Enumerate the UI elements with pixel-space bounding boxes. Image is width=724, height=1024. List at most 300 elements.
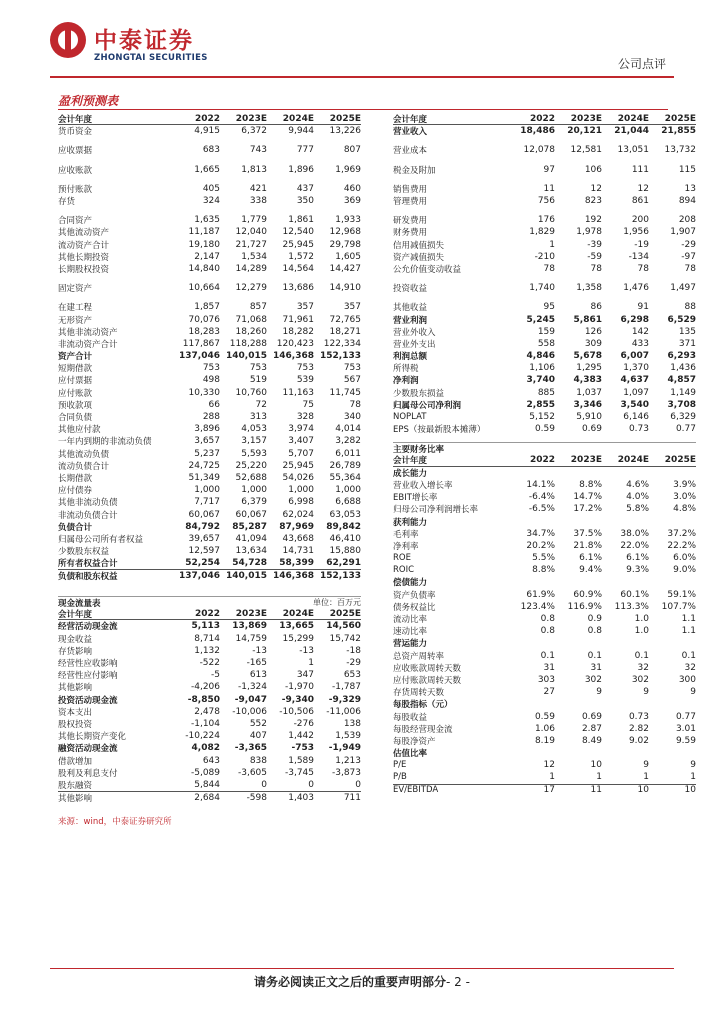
cell-value: 14,289 xyxy=(235,263,267,274)
cell-value: 3,282 xyxy=(335,436,361,447)
cell-value: 123.4% xyxy=(520,601,555,612)
row-label: 短期借款 xyxy=(58,364,93,375)
column-header-year: 2025E xyxy=(664,113,696,124)
cell-value: 405 xyxy=(202,183,220,194)
cell-value: 4.8% xyxy=(673,504,696,515)
cell-value: 126 xyxy=(584,326,602,337)
cell-value: -97 xyxy=(681,251,696,262)
page-number: - 2 - xyxy=(446,975,470,989)
section-title-text: 盈利预测表 xyxy=(58,94,119,108)
cell-value: 1,000 xyxy=(194,485,220,496)
cell-value: 303 xyxy=(537,674,555,685)
cell-value: 6,293 xyxy=(667,351,696,362)
row-label: 归属母公司净利润 xyxy=(393,400,462,411)
cell-value: 21,727 xyxy=(235,239,267,250)
disclaimer-text: 请务必阅读正文之后的重要声明部分 xyxy=(254,975,447,989)
row-label: 非流动资产合计 xyxy=(58,339,118,350)
table-row xyxy=(58,706,361,718)
cell-value: -10,506 xyxy=(279,706,314,717)
table-row xyxy=(393,747,696,759)
cell-value: 1,857 xyxy=(194,302,220,313)
cell-value: -29 xyxy=(346,658,361,669)
cell-value: 10,760 xyxy=(235,387,267,398)
cell-value: 807 xyxy=(343,145,361,156)
cell-value: 1,442 xyxy=(288,731,314,742)
cell-value: 1 xyxy=(549,772,555,783)
cell-value: 58,399 xyxy=(279,558,314,569)
row-label: 预付账款 xyxy=(58,184,93,195)
row-label: 资产负债率 xyxy=(393,590,436,601)
cell-value: 2,855 xyxy=(526,399,555,410)
cell-value: 11 xyxy=(590,785,602,796)
cash-flow-table xyxy=(58,596,361,803)
table-row xyxy=(58,176,361,183)
cell-value: 12 xyxy=(637,183,649,194)
cell-value: 3,157 xyxy=(241,436,267,447)
cell-value: 1,295 xyxy=(576,363,602,374)
table-row xyxy=(393,735,696,747)
cell-value: 1,740 xyxy=(529,283,555,294)
table-row xyxy=(393,411,696,423)
table-row xyxy=(58,387,361,399)
cell-value: 78 xyxy=(543,263,555,274)
row-label: 存货 xyxy=(58,197,76,208)
row-label: 其他流动负债 xyxy=(58,449,110,460)
row-label: 毛利率 xyxy=(393,529,419,540)
cell-value: 10 xyxy=(590,760,602,771)
cell-value: 71,068 xyxy=(235,314,267,325)
cell-value: 52,254 xyxy=(185,558,220,569)
cell-value: -13 xyxy=(299,645,314,656)
table-row xyxy=(393,338,696,350)
cell-value: 1,000 xyxy=(288,485,314,496)
cell-value: 5,152 xyxy=(529,412,555,423)
cell-value: 138 xyxy=(343,718,361,729)
table-row xyxy=(58,374,361,386)
cell-value: 87,969 xyxy=(279,521,314,532)
cell-value: 357 xyxy=(343,302,361,313)
cell-value: -1,324 xyxy=(237,682,267,693)
cell-value: 6,379 xyxy=(241,497,267,508)
cell-value: -10,006 xyxy=(232,706,267,717)
cell-value: 5,237 xyxy=(194,448,220,459)
cell-value: 743 xyxy=(249,145,267,156)
row-label: 经营活动现金流 xyxy=(58,622,118,633)
cell-value: 52,688 xyxy=(235,472,267,483)
cell-value: 26,789 xyxy=(329,460,361,471)
table-row xyxy=(393,467,696,479)
cell-value: 13,051 xyxy=(617,145,649,156)
cell-value: 14,427 xyxy=(329,263,361,274)
cell-value: 0 xyxy=(355,779,361,790)
cell-value: -5 xyxy=(211,670,220,681)
cell-value: 118,288 xyxy=(229,338,267,349)
cell-value: 2,147 xyxy=(194,251,220,262)
cell-value: 18,282 xyxy=(282,326,314,337)
cell-value: 146,368 xyxy=(273,570,314,581)
cell-value: 9 xyxy=(596,687,602,698)
table-header-row xyxy=(393,113,696,125)
row-label: 负债合计 xyxy=(58,522,93,533)
table-row xyxy=(58,195,361,207)
cell-value: 0.69 xyxy=(581,711,602,722)
table-row xyxy=(393,214,696,226)
cell-value: -1,787 xyxy=(331,682,361,693)
cell-value: 5,113 xyxy=(191,621,220,632)
cell-value: 777 xyxy=(296,145,314,156)
table-row xyxy=(58,301,361,313)
cell-value: 21,044 xyxy=(614,126,649,137)
cell-value: -1,970 xyxy=(284,682,314,693)
cell-value: 3.9% xyxy=(673,479,696,490)
row-label: 管理费用 xyxy=(393,197,428,208)
cell-value: 9.4% xyxy=(579,565,602,576)
cell-value: 4,014 xyxy=(335,424,361,435)
table-row xyxy=(58,125,361,137)
row-label: 股东融资 xyxy=(58,780,93,791)
cell-value: 12 xyxy=(543,760,555,771)
column-header-year: 2025E xyxy=(329,608,361,619)
row-label: 流动资产合计 xyxy=(58,240,110,251)
cell-value: 1.0 xyxy=(634,626,649,637)
cell-value: 2,684 xyxy=(194,792,220,803)
cell-value: 1,097 xyxy=(623,387,649,398)
row-label: 应付账款 xyxy=(58,388,93,399)
cell-value: 13,665 xyxy=(279,621,314,632)
cell-value: 1,572 xyxy=(288,251,314,262)
table-row xyxy=(58,157,361,164)
table-title: 现金流量表 xyxy=(58,598,101,609)
table-row xyxy=(393,613,696,625)
cell-value: 421 xyxy=(249,183,267,194)
cell-value: 6,146 xyxy=(623,412,649,423)
row-label: 借款增加 xyxy=(58,756,93,767)
table-row xyxy=(58,718,361,730)
cell-value: 27 xyxy=(543,687,555,698)
row-label: 应付债券 xyxy=(58,486,93,497)
cell-value: 1,539 xyxy=(335,731,361,742)
cell-value: 0.1 xyxy=(540,650,555,661)
row-label: 研发费用 xyxy=(393,216,428,227)
table-row xyxy=(58,350,361,362)
cell-value: 756 xyxy=(537,196,555,207)
row-label: 融资活动现金流 xyxy=(58,744,118,755)
cell-value: 21,855 xyxy=(661,126,696,137)
cell-value: 22.2% xyxy=(667,540,696,551)
cell-value: -9,047 xyxy=(234,694,267,705)
row-label: 负债和股东权益 xyxy=(58,571,118,582)
table-row xyxy=(58,545,361,557)
cell-value: 91 xyxy=(637,302,649,313)
table-row xyxy=(393,313,696,325)
cell-value: -4,206 xyxy=(190,682,220,693)
table-row xyxy=(393,710,696,722)
table-row xyxy=(58,399,361,411)
cell-value: 12,040 xyxy=(235,227,267,238)
row-label: 其他影响 xyxy=(58,683,93,694)
cell-value: 350 xyxy=(296,196,314,207)
table-row xyxy=(58,435,361,447)
row-label: 信用减值损失 xyxy=(393,240,445,251)
cell-value: -3,745 xyxy=(284,767,314,778)
cell-value: 60.1% xyxy=(620,589,649,600)
row-label: 资产减值损失 xyxy=(393,252,445,263)
cell-value: 3,657 xyxy=(194,436,220,447)
cell-value: 12 xyxy=(590,183,602,194)
row-label: 债务权益比 xyxy=(393,602,436,613)
cell-value: -9,329 xyxy=(328,694,361,705)
table-row xyxy=(393,491,696,503)
cell-value: 10,664 xyxy=(188,283,220,294)
cell-value: 6.1% xyxy=(626,553,649,564)
row-label: 获利能力 xyxy=(393,517,428,528)
footer-divider xyxy=(50,968,674,969)
cell-value: 146,368 xyxy=(273,351,314,362)
table-row xyxy=(393,137,696,144)
table-row xyxy=(393,301,696,313)
row-label: P/E xyxy=(393,760,407,771)
cell-value: 313 xyxy=(249,412,267,423)
cell-value: 340 xyxy=(343,412,361,423)
cell-value: 4,915 xyxy=(194,126,220,137)
table-row xyxy=(58,569,361,581)
row-label: 速动比率 xyxy=(393,627,428,638)
cell-value: 13,869 xyxy=(232,621,267,632)
table-row xyxy=(393,674,696,686)
cell-value: 9.3% xyxy=(626,565,649,576)
cell-value: -276 xyxy=(293,718,314,729)
cell-value: 11,187 xyxy=(188,227,220,238)
cell-value: 0.69 xyxy=(581,424,602,435)
cell-value: 43,668 xyxy=(282,533,314,544)
table-gap xyxy=(393,435,696,442)
cell-value: 1,149 xyxy=(670,387,696,398)
cell-value: -6.5% xyxy=(528,504,555,515)
cell-value: 302 xyxy=(631,674,649,685)
column-header-label: 会计年度 xyxy=(58,609,93,620)
cell-value: 3,540 xyxy=(620,399,649,410)
cell-value: -753 xyxy=(291,743,314,754)
cell-value: 31 xyxy=(590,662,602,673)
table-row xyxy=(393,564,696,576)
cell-value: 62,291 xyxy=(326,558,361,569)
report-type-label: 公司点评 xyxy=(617,57,666,71)
row-label: 所有者权益合计 xyxy=(58,559,118,570)
row-label: 所得税 xyxy=(393,364,419,375)
cell-value: 11 xyxy=(543,183,555,194)
cell-value: 885 xyxy=(537,387,555,398)
cell-value: 9.59 xyxy=(675,735,696,746)
table-row xyxy=(58,423,361,435)
table-row xyxy=(393,540,696,552)
cell-value: 75 xyxy=(302,399,314,410)
cell-value: 152,133 xyxy=(320,351,361,362)
cell-value: 11,163 xyxy=(282,387,314,398)
cell-value: 6.1% xyxy=(579,553,602,564)
cell-value: 309 xyxy=(584,338,602,349)
cell-value: 4,082 xyxy=(191,743,220,754)
cell-value: -5,089 xyxy=(190,767,220,778)
cell-value: 1 xyxy=(690,772,696,783)
table-row xyxy=(58,767,361,779)
cell-value: -59 xyxy=(587,251,602,262)
cell-value: 113.3% xyxy=(614,601,649,612)
cell-value: 117,867 xyxy=(182,338,220,349)
table-row xyxy=(393,195,696,207)
cell-value: 539 xyxy=(296,375,314,386)
table-row xyxy=(393,759,696,771)
cell-value: 328 xyxy=(296,412,314,423)
table-row xyxy=(58,251,361,263)
cell-value: 1 xyxy=(308,658,314,669)
table-row xyxy=(393,251,696,263)
cell-value: 0 xyxy=(261,779,267,790)
row-label: 在建工程 xyxy=(58,303,93,314)
cell-value: -598 xyxy=(246,792,267,803)
cell-value: 4,383 xyxy=(573,375,602,386)
row-label: NOPLAT xyxy=(393,412,427,423)
cell-value: 140,015 xyxy=(226,351,267,362)
table-row xyxy=(393,576,696,588)
cell-value: 15,299 xyxy=(282,633,314,644)
cell-value: 1,589 xyxy=(288,755,314,766)
table-row xyxy=(58,508,361,520)
cell-value: 1 xyxy=(549,239,555,250)
table-row xyxy=(58,460,361,472)
table-row xyxy=(393,263,696,275)
row-label: 应付票据 xyxy=(58,376,93,387)
row-label: 其他非流动负债 xyxy=(58,498,118,509)
row-label: 营业成本 xyxy=(393,146,428,157)
cell-value: 12,279 xyxy=(235,283,267,294)
cell-value: 78 xyxy=(590,263,602,274)
cell-value: 4,846 xyxy=(526,351,555,362)
cell-value: 753 xyxy=(249,363,267,374)
cell-value: 5,245 xyxy=(526,314,555,325)
row-label: 其他长期资产变化 xyxy=(58,732,127,743)
row-label: 经营性应付影响 xyxy=(58,671,118,682)
row-label: 其他长期投资 xyxy=(58,252,110,263)
cell-value: 89,842 xyxy=(326,521,361,532)
cell-value: 14,759 xyxy=(235,633,267,644)
cell-value: 519 xyxy=(249,375,267,386)
cell-value: 116.9% xyxy=(567,601,602,612)
cell-value: 407 xyxy=(249,731,267,742)
cell-value: 1.0 xyxy=(634,614,649,625)
cell-value: 37.5% xyxy=(573,528,602,539)
cell-value: 0.1 xyxy=(681,650,696,661)
table-row xyxy=(58,694,361,706)
table-row xyxy=(58,742,361,754)
cell-value: 300 xyxy=(678,674,696,685)
cell-value: 18,283 xyxy=(188,326,220,337)
cell-value: -522 xyxy=(199,658,220,669)
cell-value: 8.19 xyxy=(534,735,555,746)
cell-value: 12,540 xyxy=(282,227,314,238)
table-row xyxy=(393,226,696,238)
cell-value: 66 xyxy=(208,399,220,410)
cell-value: 9.02 xyxy=(628,735,649,746)
table-row xyxy=(58,754,361,766)
row-label: 固定资产 xyxy=(58,284,93,295)
cell-value: 3,407 xyxy=(288,436,314,447)
row-label: 流动负债合计 xyxy=(58,461,110,472)
row-label: 少数股东权益 xyxy=(58,547,110,558)
cell-value: 78 xyxy=(637,263,649,274)
table-row xyxy=(58,338,361,350)
cell-value: 18,260 xyxy=(235,326,267,337)
table-row xyxy=(393,374,696,386)
row-label: 利润总额 xyxy=(393,352,428,363)
cell-value: 24,725 xyxy=(188,460,220,471)
cell-value: -29 xyxy=(681,239,696,250)
row-label: 合同负债 xyxy=(58,413,93,424)
row-label: 税金及附加 xyxy=(393,165,436,176)
cell-value: 1,896 xyxy=(288,164,314,175)
table-header-row xyxy=(58,113,361,125)
cell-value: 1,132 xyxy=(194,645,220,656)
cell-value: 13,686 xyxy=(282,283,314,294)
cell-value: 111 xyxy=(631,164,649,175)
table-row xyxy=(58,448,361,460)
table-row xyxy=(58,791,361,803)
cell-value: 5.8% xyxy=(626,504,649,515)
cell-value: 4.0% xyxy=(626,492,649,503)
cell-value: 0.73 xyxy=(628,424,649,435)
table-row xyxy=(393,157,696,164)
cell-value: 86 xyxy=(590,302,602,313)
cell-value: 95 xyxy=(543,302,555,313)
table-row xyxy=(393,294,696,301)
cell-value: 433 xyxy=(631,338,649,349)
row-label: 净利率 xyxy=(393,541,419,552)
cell-value: 1,813 xyxy=(241,164,267,175)
page-header xyxy=(0,0,724,80)
table-row xyxy=(393,282,696,294)
table-row xyxy=(58,533,361,545)
cell-value: 5.5% xyxy=(532,553,555,564)
table-row xyxy=(58,779,361,791)
cell-value: 369 xyxy=(343,196,361,207)
cell-value: 115 xyxy=(678,164,696,175)
cell-value: 12,968 xyxy=(329,227,361,238)
table-row xyxy=(58,275,361,282)
row-label: 每股收益 xyxy=(393,712,428,723)
cell-value: 857 xyxy=(249,302,267,313)
cell-value: 3,346 xyxy=(573,399,602,410)
column-header-year: 2022 xyxy=(194,608,220,619)
table-row xyxy=(393,176,696,183)
cell-value: 0.73 xyxy=(628,711,649,722)
column-header-label: 会计年度 xyxy=(58,114,93,125)
cell-value: -8,850 xyxy=(187,694,220,705)
table-row xyxy=(58,282,361,294)
cell-value: 6,007 xyxy=(620,351,649,362)
table-row xyxy=(58,669,361,681)
column-header-label: 会计年度 xyxy=(393,114,428,125)
table-row xyxy=(393,552,696,564)
table-row xyxy=(58,657,361,669)
row-label: 资产合计 xyxy=(58,352,93,363)
cell-value: 60,067 xyxy=(235,509,267,520)
cell-value: 894 xyxy=(678,196,696,207)
column-header-label: 会计年度 xyxy=(393,456,428,467)
cell-value: 208 xyxy=(678,215,696,226)
table-row xyxy=(58,294,361,301)
row-label: 投资收益 xyxy=(393,284,428,295)
row-label: 应收账款周转天数 xyxy=(393,663,462,674)
cell-value: 14,560 xyxy=(326,621,361,632)
